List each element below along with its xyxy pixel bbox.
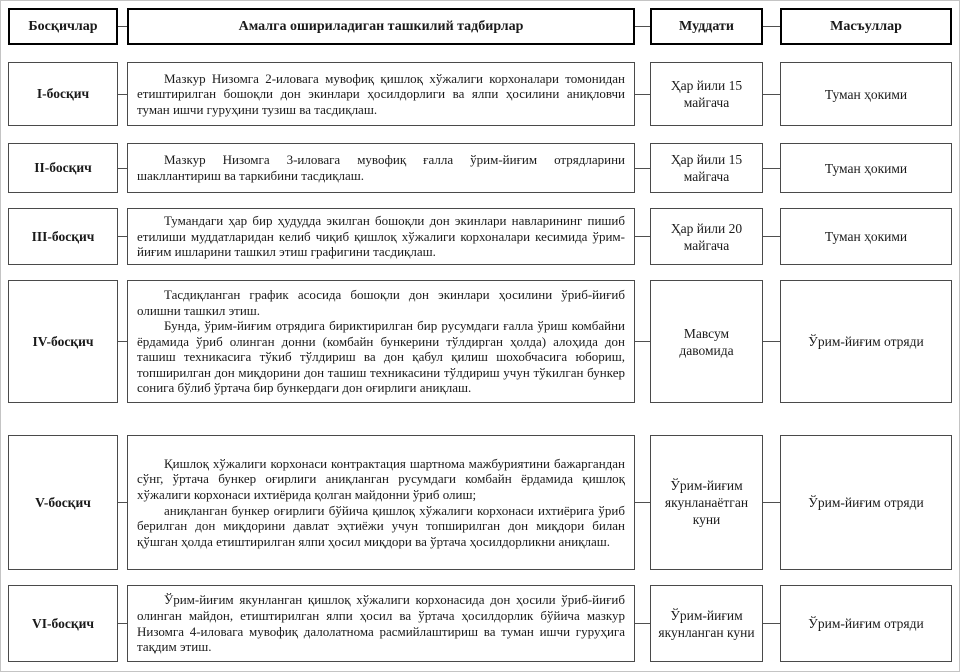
deadline-box xyxy=(650,62,763,126)
responsible-box xyxy=(780,143,952,193)
row-connector xyxy=(118,280,127,403)
header-tasks-label: Амалга ошириладиган ташкилий тадбирлар xyxy=(238,18,524,34)
stage-box xyxy=(8,435,118,570)
connector-line xyxy=(635,341,650,342)
connector-line xyxy=(118,623,127,624)
connector-line xyxy=(635,236,650,237)
connector-line xyxy=(118,502,127,503)
row-connector xyxy=(635,585,650,662)
stage-row-3 xyxy=(8,208,952,265)
stage-box xyxy=(8,143,118,193)
stage-label: IV-босқич xyxy=(32,333,94,349)
deadline-label: Ҳар йили 20 майгача xyxy=(670,220,743,253)
deadline-label: Мавсум давомида xyxy=(679,325,734,358)
stage-box xyxy=(8,585,118,662)
header-stages xyxy=(8,8,118,45)
responsible-label: Туман ҳокими xyxy=(824,229,908,244)
connector-line xyxy=(763,236,780,237)
connector-line xyxy=(635,26,650,27)
stage-row-6 xyxy=(8,585,952,662)
connector-line xyxy=(118,236,127,237)
responsible-box xyxy=(780,280,952,403)
row-connector xyxy=(118,435,127,570)
row-connector xyxy=(763,62,780,126)
stage-box xyxy=(8,208,118,265)
task-box xyxy=(127,62,635,126)
connector-line xyxy=(763,341,780,342)
stage-row-2 xyxy=(8,143,952,193)
header-stages-label: Босқичлар xyxy=(28,18,98,34)
stage-label: II-босқич xyxy=(34,160,92,175)
row-connector xyxy=(763,435,780,570)
stage-label: III-босқич xyxy=(31,228,95,244)
task-paragraph: Мазкур Низомга 3-иловага мувофиқ ғалла ўрим-йиғим отрядларини шакллантириш ва таркибини тасдиқлаш. xyxy=(137,152,625,183)
task-box xyxy=(127,435,635,570)
deadline-label: Ҳар йили 15 майгача xyxy=(670,152,743,184)
connector-line xyxy=(635,623,650,624)
header-row xyxy=(8,8,952,45)
connector-line xyxy=(635,502,650,503)
connector-line xyxy=(763,26,780,27)
task-paragraph: Бунда, ўрим-йиғим отрядига бириктирилган бир русумдаги ғалла ўриш комбайни ёрдамида ўриб олинган донни (комбайн бункерини тўлдирган ҳолда) алоҳида дон ташиш техникасига тўкиб тўлдириш ва дон қабул қилиш шохобчасига юбориш, топширилган дон миқдорини дон ташиш техникасини тўлдириш учун тўкилган бункер сонига бўлиб ўртача бир бункердаги дон оғирлиги аниқлаш. xyxy=(137,318,625,396)
row-connector xyxy=(635,62,650,126)
responsible-box xyxy=(780,62,952,126)
deadline-box xyxy=(650,143,763,193)
deadline-box xyxy=(650,208,763,265)
deadline-box xyxy=(650,585,763,662)
row-connector xyxy=(635,208,650,265)
responsible-label: Туман ҳокими xyxy=(824,160,908,176)
header-connector-2 xyxy=(635,8,650,45)
stage-row-5 xyxy=(8,435,952,570)
row-connector xyxy=(635,280,650,403)
row-connector xyxy=(118,62,127,126)
stage-box xyxy=(8,62,118,126)
row-connector xyxy=(763,280,780,403)
stage-box xyxy=(8,280,118,403)
connector-line xyxy=(118,341,127,342)
deadline-box xyxy=(650,435,763,570)
row-connector xyxy=(763,585,780,662)
task-paragraph: Тасдиқланган график асосида бошоқли дон экинлари ҳосилини ўриб-йиғиб олишни ташкил этиш. xyxy=(137,286,625,318)
stage-row-1 xyxy=(8,62,952,126)
responsible-label: Ўрим-йиғим отряди xyxy=(808,334,924,349)
deadline-label: Ўрим-йиғим якунланган куни xyxy=(658,607,755,640)
task-paragraph: Қишлоқ хўжалиги корхонаси контрактация шартнома мажбуриятини бажаргандан сўнг, ўртача бункер оғирлиги аниқланган русумдаги комбайн ёрдамида қишлоқ хўжалиги корхонаси ихтиёрида қолган майдонни ўриб олиш; xyxy=(137,455,625,502)
task-box xyxy=(127,208,635,265)
connector-line xyxy=(763,168,780,169)
task-paragraph: Тумандаги ҳар бир ҳудудда экилган бошоқли дон экинлари навларининг пишиб етилиши муддатларидан келиб чиқиб қишлоқ хўжалиги корхоналари кесимида ўрим-йиғим ишларини ташкил этиш графигини тасдиқлаш. xyxy=(137,213,625,260)
responsible-label: Ўрим-йиғим отряди xyxy=(808,495,924,510)
connector-line xyxy=(763,623,780,624)
header-responsible-label: Масъуллар xyxy=(830,18,902,34)
deadline-label: Ўрим-йиғим якунланаётган куни xyxy=(664,478,749,527)
connector-line xyxy=(118,168,127,169)
responsible-label: Туман ҳокими xyxy=(824,86,908,102)
row-connector xyxy=(118,585,127,662)
connector-line xyxy=(763,94,780,95)
row-connector xyxy=(635,435,650,570)
header-tasks xyxy=(127,8,635,45)
task-box xyxy=(127,280,635,403)
deadline-label: Ҳар йили 15 майгача xyxy=(670,78,743,110)
stage-label: V-босқич xyxy=(35,494,91,510)
stage-label: VI-босқич xyxy=(32,615,94,631)
row-connector xyxy=(118,143,127,193)
stage-label: I-босқич xyxy=(36,86,90,101)
responsible-box xyxy=(780,585,952,662)
row-connector xyxy=(763,208,780,265)
row-connector xyxy=(635,143,650,193)
task-paragraph: Ўрим-йиғим якунланган қишлоқ хўжалиги корхонасида дон ҳосили ўриб-йиғиб олинган майдон, етиштирилган ялпи ҳосил ва ўртача ҳосилдорлик бўйича мазкур Низомга 4-иловага мувофиқ далолатнома расмийлаштириш ва туман ишчи гуруҳига тақдим этиш. xyxy=(137,592,625,655)
header-responsible xyxy=(780,8,952,45)
connector-line xyxy=(635,94,650,95)
responsible-label: Ўрим-йиғим отряди xyxy=(808,616,924,631)
header-connector-3 xyxy=(763,8,780,45)
stage-row-4 xyxy=(8,280,952,403)
row-connector xyxy=(118,208,127,265)
responsible-box xyxy=(780,208,952,265)
task-box xyxy=(127,585,635,662)
connector-line xyxy=(763,502,780,503)
responsible-box xyxy=(780,435,952,570)
connector-line xyxy=(118,94,127,95)
connector-line xyxy=(635,168,650,169)
deadline-box xyxy=(650,280,763,403)
connector-line xyxy=(118,26,127,27)
row-connector xyxy=(763,143,780,193)
task-paragraph: аниқланган бункер оғирлиги бўйича қишлоқ хўжалиги корхонаси ихтиёрига ўриб берилган дон миқдорини давлат эҳтиёжи учун топширилган дон миқдори билан қўшган ҳолда етиштирилган ялпи ҳосил миқдори ва ўртача ҳосилдорликни аниқлаш. xyxy=(137,502,625,549)
header-deadline xyxy=(650,8,763,45)
task-box xyxy=(127,143,635,193)
header-deadline-label: Муддати xyxy=(679,18,734,34)
header-connector-1 xyxy=(118,8,127,45)
task-paragraph: Мазкур Низомга 2-иловага мувофиқ қишлоқ хўжалиги корхоналари томонидан етиштирилган бошоқли дон экинлари ҳосилдорлиги ва ялпи ҳосилини аниқловчи туман ишчи гуруҳини тузиш ва тасдиқлаш. xyxy=(137,70,625,117)
